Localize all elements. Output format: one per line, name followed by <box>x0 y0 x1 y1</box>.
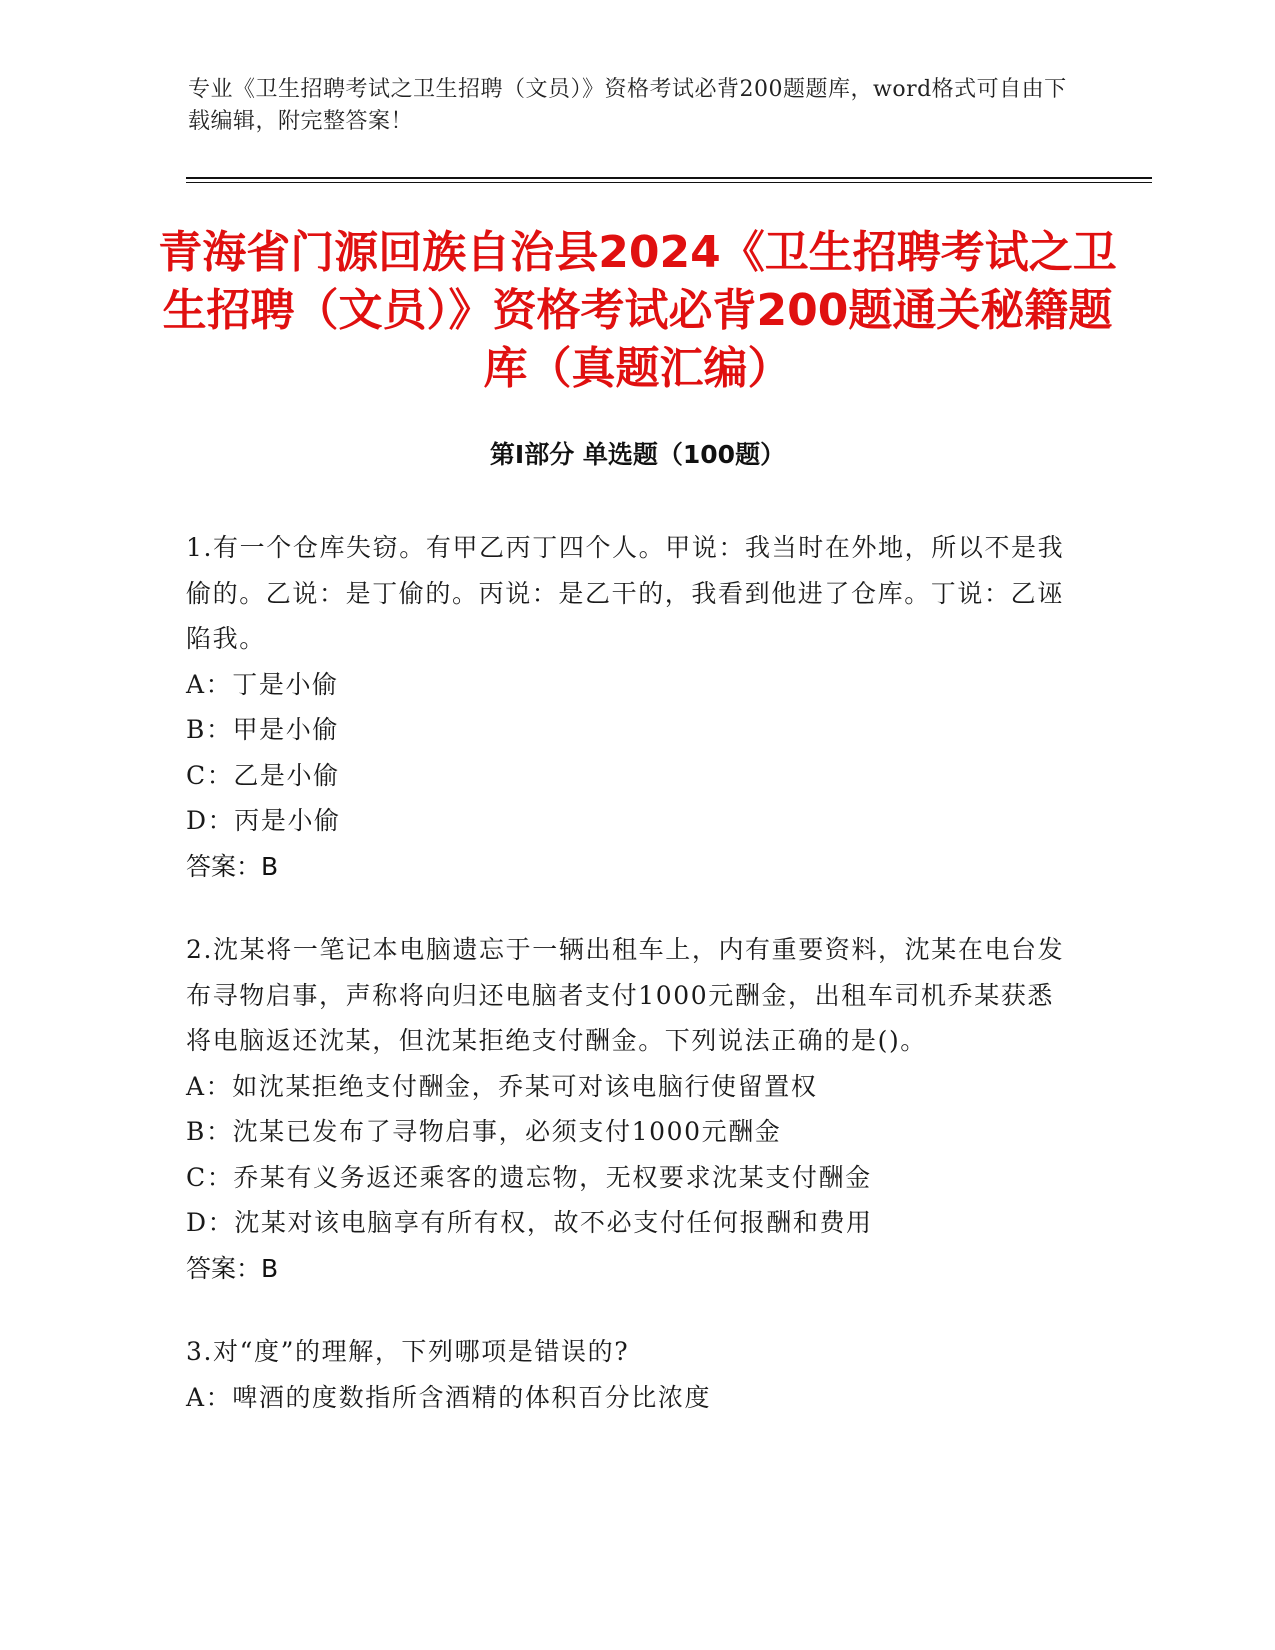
question-1 <box>186 525 1076 889</box>
document-title: 青海省门源回族自治县2024《卫生招聘考试之卫生招聘（文员）》资格考试必背200题通关秘籍题库（真题汇编） <box>158 227 1117 394</box>
option-a: A：啤酒的度数指所含酒精的体积百分比浓度 <box>186 1382 712 1412</box>
option-a: A：丁是小偷 <box>186 669 339 699</box>
option-a: A：如沈某拒绝支付酬金，乔某可对该电脑行使留置权 <box>186 1071 818 1101</box>
question-stem: 1.有一个仓库失窃。有甲乙丙丁四个人。甲说：我当时在外地，所以不是我偷的。乙说：是丁偷的。丙说：是乙干的，我看到他进了仓库。丁说：乙诬陷我。 <box>186 533 1065 653</box>
header-note: 专业《卫生招聘考试之卫生招聘（文员）》资格考试必背200题题库，word格式可自由下载编辑，附完整答案！ <box>188 77 1067 134</box>
question-stem: 3.对“度”的理解，下列哪项是错误的? <box>186 1337 630 1366</box>
header-divider-thin <box>186 182 1152 183</box>
option-c: C：乙是小偷 <box>186 760 340 790</box>
header-divider-thick <box>186 177 1152 179</box>
option-b: B：沈某已发布了寻物启事，必须支付1000元酬金 <box>186 1117 782 1146</box>
option-d: D：丙是小偷 <box>186 806 341 835</box>
option-c: C：乔某有义务返还乘客的遗忘物，无权要求沈某支付酬金 <box>186 1162 872 1192</box>
option-d: D：沈某对该电脑享有所有权，故不必支付任何报酬和费用 <box>186 1208 873 1237</box>
answer-label: 答案：B <box>186 851 279 881</box>
question-list <box>186 525 1076 1458</box>
option-b: B：甲是小偷 <box>186 715 339 744</box>
question-stem: 2.沈某将一笔记本电脑遗忘于一辆出租车上，内有重要资料，沈某在电台发布寻物启事，声称将向归还电脑者支付1000元酬金，出租车司机乔某获悉将电脑返还沈某，但沈某拒绝支付酬金。下列说法正确的是()。 <box>186 935 1065 1055</box>
answer-label: 答案：B <box>186 1253 279 1283</box>
question-2 <box>186 927 1076 1291</box>
section-title: 第Ⅰ部分 单选题（100题） <box>489 440 786 469</box>
question-3 <box>186 1329 1076 1420</box>
